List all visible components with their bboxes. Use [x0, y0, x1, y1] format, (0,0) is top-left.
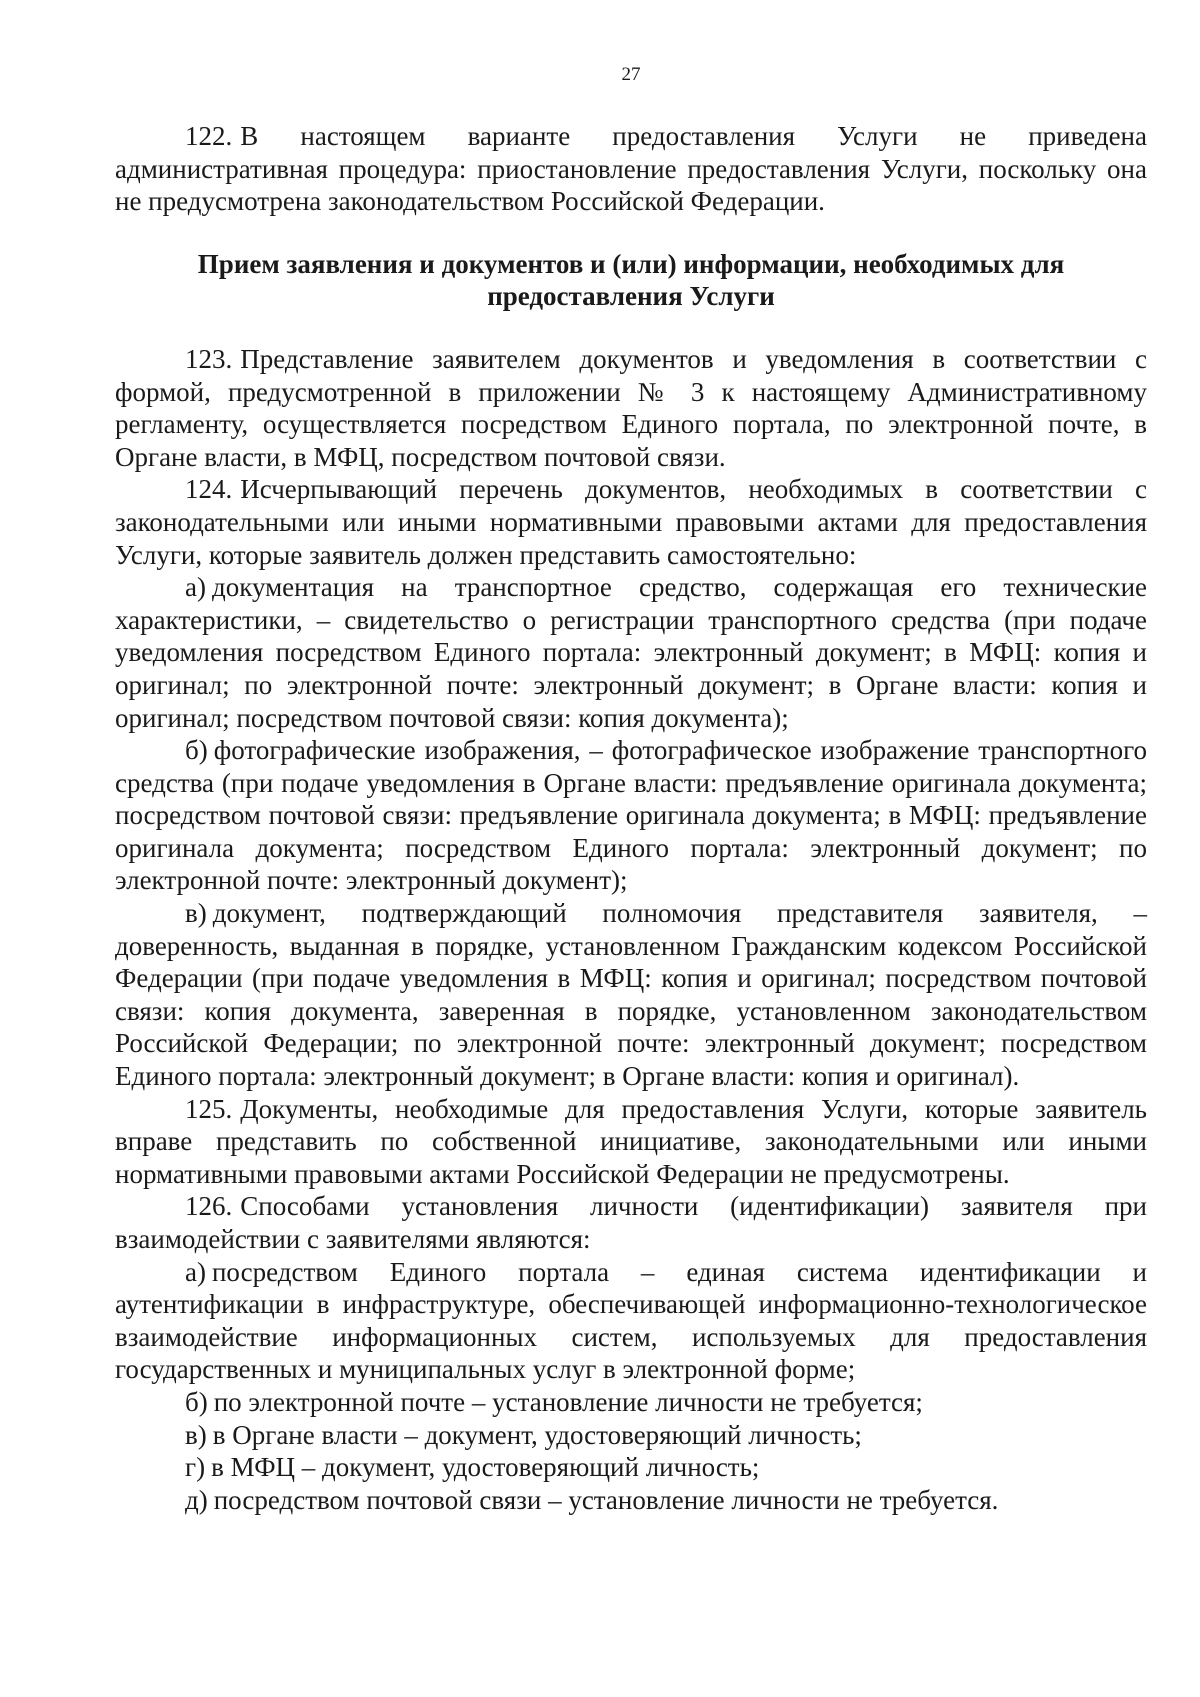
list-item-text: по электронной почте – установление личности не требуется; [213, 1386, 923, 1417]
spacer [115, 313, 1147, 343]
paragraph-number: 125. [185, 1093, 233, 1124]
list-item-124c [115, 897, 1147, 1093]
list-item-text: в Органе власти – документ, удостоверяющий личность; [212, 1419, 862, 1450]
list-item-124b [115, 734, 1147, 897]
list-item-label: б) [185, 1386, 208, 1417]
list-item-label: в) [185, 898, 207, 929]
list-item-126e [115, 1484, 1147, 1517]
list-item-text: фотографические изображения, – фотографическое изображение транспортного средства (при подаче уведомления в Органе власти: предъявление оригинала документа; посредством почтовой связи: предъявление оригинала документа; в МФЦ: предъявление оригинала документа; посредством Единого портала: электронный документ; по электронной почте: электронный документ); [115, 735, 1147, 896]
list-item-text: документ, подтверждающий полномочия представителя заявителя, – доверенность, выданная в порядке, установленном Гражданским кодексом Российской Федерации (при подаче уведомления в МФЦ: копия и оригинал; посредством почтовой связи: копия документа, заверенная в порядке, установленном законодательством Российской Федерации; по электронной почте: электронный документ; посредством Единого портала: электронный документ; в Органе власти: копия и оригинал). [115, 898, 1147, 1092]
paragraph-number: 123. [185, 343, 233, 374]
list-item-text: посредством почтовой связи – установление личности не требуется. [213, 1484, 999, 1515]
paragraph-126 [115, 1190, 1147, 1255]
paragraph-number: 124. [185, 474, 233, 505]
paragraph-123 [115, 343, 1147, 473]
document-body [115, 120, 1147, 1516]
list-item-label: а) [185, 1256, 206, 1287]
list-item-label: б) [185, 735, 208, 766]
paragraph-text: Исчерпывающий перечень документов, необходимых в соответствии с законодательными или иными нормативными правовыми актами для предоставления Услуги, которые заявитель должен представить самостоятельно: [115, 474, 1147, 570]
list-item-126b [115, 1386, 1147, 1419]
paragraph-number: 126. [185, 1191, 233, 1222]
list-item-126d [115, 1451, 1147, 1484]
list-item-label: г) [185, 1452, 206, 1483]
paragraph-text: Способами установления личности (идентификации) заявителя при взаимодействии с заявителями являются: [115, 1191, 1147, 1254]
section-heading [115, 248, 1147, 313]
paragraph-122 [115, 120, 1147, 218]
paragraph-text: Документы, необходимые для предоставления Услуги, которые заявитель вправе представить по собственной инициативе, законодательными или иными нормативными правовыми актами Российской Федерации не предусмотрены. [115, 1093, 1147, 1189]
list-item-text: документация на транспортное средство, содержащая его технические характеристики, – свидетельство о регистрации транспортного средства (при подаче уведомления посредством Единого портала: электронный документ; в МФЦ: копия и оригинал; по электронной почте: электронный документ; в Органе власти: копия и оригинал; посредством почтовой связи: копия документа); [115, 572, 1147, 733]
spacer [115, 218, 1147, 248]
section-heading-line-1: Прием заявления и документов и (или) информации, необходимых для [197, 248, 1065, 279]
list-item-label: д) [185, 1484, 208, 1515]
list-item-text: в МФЦ – документ, удостоверяющий личность; [211, 1452, 760, 1483]
list-item-label: в) [185, 1419, 207, 1450]
list-item-label: а) [185, 572, 206, 603]
list-item-124a [115, 571, 1147, 734]
page-number: 27 [621, 64, 641, 85]
list-item-126a [115, 1256, 1147, 1386]
paragraph-text: Представление заявителем документов и уведомления в соответствии с формой, предусмотренной в приложении № 3 к настоящему Административному регламенту, осуществляется посредством Единого портала, по электронной почте, в Органе власти, в МФЦ, посредством почтовой связи. [115, 343, 1147, 472]
paragraph-125 [115, 1093, 1147, 1191]
section-heading-line-2: предоставления Услуги [487, 281, 775, 312]
paragraph-124 [115, 473, 1147, 571]
list-item-126c [115, 1419, 1147, 1452]
paragraph-text: В настоящем варианте предоставления Услуги не приведена административная процедура: приостановление предоставления Услуги, поскольку она не предусмотрена законодательством Российской Федерации. [115, 121, 1147, 217]
paragraph-number: 122. [185, 121, 233, 151]
list-item-text: посредством Единого портала – единая система идентификации и аутентификации в инфраструктуре, обеспечивающей информационно-технологическое взаимодействие информационных систем, используемых для предоставления государственных и муниципальных услуг в электронной форме; [115, 1256, 1147, 1385]
